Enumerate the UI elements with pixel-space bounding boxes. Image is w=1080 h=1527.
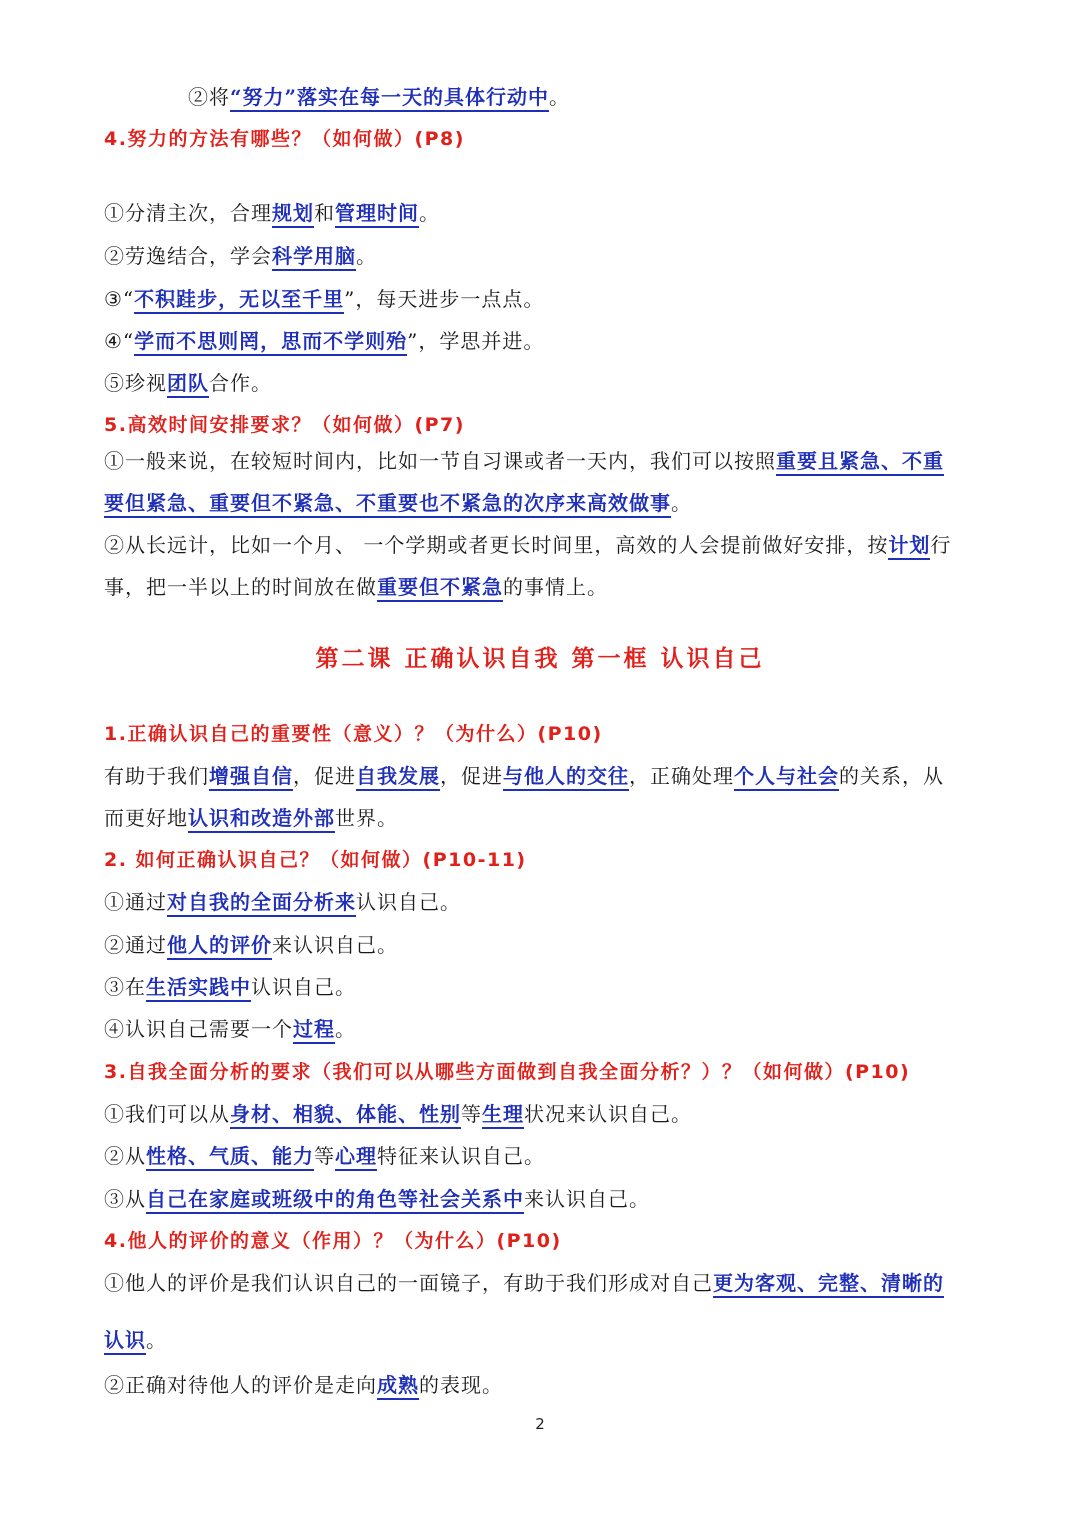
text-line (104, 326, 544, 356)
plain-text: ③从 (104, 1187, 146, 1211)
plain-text: 。 (356, 244, 377, 268)
text-line (104, 368, 272, 398)
section-heading: 4.努力的方法有哪些？（如何做）(P8) (104, 128, 465, 150)
text-line (188, 82, 570, 112)
text-line (104, 530, 951, 560)
section-heading: 4.他人的评价的意义（作用）？（为什么）(P10) (104, 1230, 562, 1252)
plain-text: ①我们可以从 (104, 1102, 230, 1126)
text-line (104, 241, 377, 271)
keyword: 科学用脑 (272, 244, 356, 271)
plain-text: ①通过 (104, 890, 167, 914)
plain-text: 状况来认识自己。 (524, 1102, 692, 1126)
plain-text: ⑤珍视 (104, 371, 167, 395)
keyword: 个人与社会 (734, 764, 839, 791)
keyword: 过程 (293, 1017, 335, 1044)
plain-text: 有助于我们 (104, 764, 209, 788)
plain-text: 特征来认识自己。 (377, 1144, 545, 1168)
keyword: 身材、相貌、体能、性别 (230, 1102, 461, 1129)
plain-text: 来认识自己。 (524, 1187, 650, 1211)
section-heading: 2. 如何正确认识自己？（如何做）(P10-11) (104, 849, 527, 871)
keyword: 对自我的全面分析来 (167, 890, 356, 917)
plain-text: ②从长远计，比如一个月、 一个学期或者更长时间里，高效的人会提前做好安排，按 (104, 533, 889, 557)
keyword: 重要但不紧急 (377, 575, 503, 602)
text-line (104, 198, 440, 228)
plain-text: 来认识自己。 (272, 933, 398, 957)
keyword: 认识和改造外部 (188, 806, 335, 833)
plain-text: 行 (930, 533, 952, 557)
keyword: 不积跬步，无以至千里 (134, 287, 344, 314)
keyword: 学而不思则罔，思而不学则殆 (134, 329, 407, 356)
plain-text: ①他人的评价是我们认识自己的一面镜子，有助于我们形成对自己 (104, 1271, 713, 1295)
plain-text: ②从 (104, 1144, 146, 1168)
keyword: 成熟 (377, 1373, 419, 1400)
keyword: 增强自信 (209, 764, 293, 791)
plain-text: ②正确对待他人的评价是走向 (104, 1373, 377, 1397)
section-heading: 1.正确认识自己的重要性（意义）？（为什么）(P10) (104, 723, 603, 745)
plain-text: 认识自己。 (356, 890, 461, 914)
keyword: 团队 (167, 371, 209, 398)
plain-text: ③在 (104, 975, 146, 999)
text-line (104, 572, 608, 602)
lesson-title: 第二课 正确认识自我 第一框 认识自己 (315, 646, 765, 672)
plain-text: ①分清主次，合理 (104, 201, 272, 225)
text-line (104, 1268, 944, 1298)
text-line (104, 488, 692, 518)
section-heading: 5.高效时间安排要求？（如何做）(P7) (104, 414, 465, 436)
text-line (104, 803, 398, 833)
keyword: 心理 (335, 1144, 377, 1171)
plain-text: ，正确处理 (629, 764, 734, 788)
keyword: 性格、气质、能力 (146, 1144, 314, 1171)
plain-text: 。 (549, 85, 571, 109)
plain-text: 事，把一半以上的时间放在做 (104, 575, 377, 599)
keyword: 更为客观、完整、清晰的 (713, 1271, 944, 1298)
plain-text: 。 (146, 1328, 167, 1352)
plain-text: ②劳逸结合，学会 (104, 244, 272, 268)
plain-text: ”，学思并进。 (407, 329, 545, 353)
plain-text: 和 (314, 201, 335, 225)
plain-text: 合作。 (209, 371, 272, 395)
text-line (104, 1370, 503, 1400)
plain-text: 的关系，从 (839, 764, 944, 788)
keyword: 生理 (482, 1102, 524, 1129)
plain-text: 。 (419, 201, 440, 225)
plain-text: ”，每天进步一点点。 (344, 287, 545, 311)
keyword: 重要且紧急、不重 (776, 449, 944, 476)
plain-text: 认识自己。 (251, 975, 356, 999)
text-line (104, 930, 398, 960)
plain-text: 的事情上。 (503, 575, 608, 599)
text-line (104, 1141, 545, 1171)
text-line (104, 887, 461, 917)
keyword: 计划 (888, 533, 930, 560)
keyword: 认识 (104, 1328, 146, 1355)
section-heading: 3.自我全面分析的要求（我们可以从哪些方面做到自我全面分析？）？（如何做）(P10) (104, 1061, 911, 1083)
keyword: 自我发展 (356, 764, 440, 791)
plain-text: 。 (671, 491, 692, 515)
plain-text: ，促进 (440, 764, 503, 788)
text-line (104, 1184, 650, 1214)
keyword: 要但紧急、重要但不紧急、不重要也不紧急的次序来高效做事 (104, 491, 671, 518)
plain-text: 等 (461, 1102, 482, 1126)
text-line (104, 284, 544, 314)
plain-text: ，促进 (293, 764, 356, 788)
plain-text: ④认识自己需要一个 (104, 1017, 293, 1041)
plain-text: ③“ (104, 287, 135, 311)
plain-text: 的表现。 (419, 1373, 503, 1397)
keyword: 生活实践中 (146, 975, 251, 1002)
plain-text: 世界。 (335, 806, 398, 830)
plain-text: ④“ (104, 329, 135, 353)
text-line (104, 1099, 692, 1129)
text-line (104, 1325, 167, 1355)
text-line (104, 1014, 356, 1044)
plain-text: ①一般来说，在较短时间内，比如一节自习课或者一天内，我们可以按照 (104, 449, 776, 473)
keyword: 规划 (272, 201, 314, 228)
text-line (104, 972, 356, 1002)
plain-text: 等 (314, 1144, 335, 1168)
text-line (104, 446, 944, 476)
plain-text: ②通过 (104, 933, 167, 957)
keyword: 他人的评价 (167, 933, 272, 960)
plain-text: 。 (335, 1017, 356, 1041)
keyword: 管理时间 (335, 201, 419, 228)
page-number: 2 (535, 1415, 545, 1433)
plain-text: ②将 (188, 85, 230, 109)
plain-text: 而更好地 (104, 806, 188, 830)
keyword: “努力”落实在每一天的具体行动中 (230, 85, 549, 112)
keyword: 自己在家庭或班级中的角色等社会关系中 (146, 1187, 524, 1214)
keyword: 与他人的交往 (503, 764, 629, 791)
text-line (104, 761, 944, 791)
